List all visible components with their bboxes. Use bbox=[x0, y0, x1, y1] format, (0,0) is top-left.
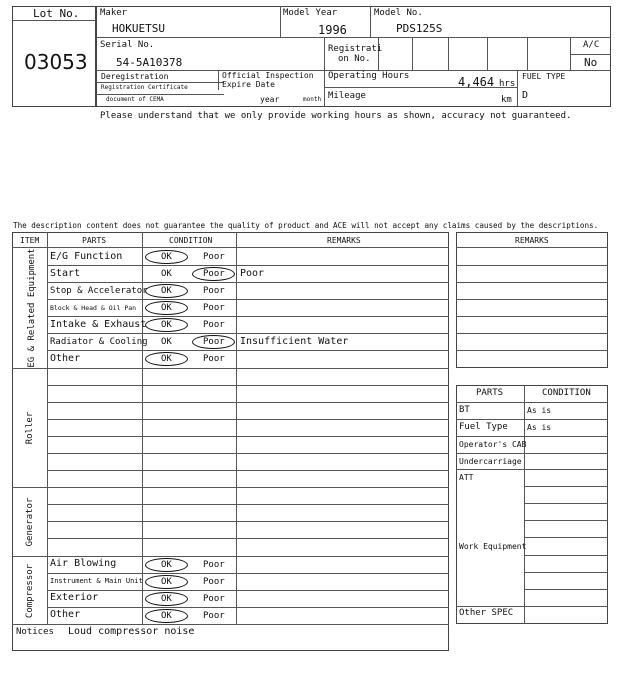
notices-label: Notices bbox=[16, 627, 54, 637]
registration-label-2: on No. bbox=[338, 54, 371, 64]
remarks-header: REMARKS bbox=[327, 236, 361, 245]
registration-certificate-label: Registration Certificate bbox=[101, 84, 188, 91]
section-label-generator: Generator bbox=[25, 497, 35, 547]
comp-poor-0: Poor bbox=[203, 560, 225, 570]
fuel-type-label: FUEL TYPE bbox=[522, 72, 566, 81]
ac-value: No bbox=[584, 56, 598, 69]
condition-header: CONDITION bbox=[169, 236, 213, 245]
operating-hours-label: Operating Hours bbox=[328, 71, 410, 81]
document-cema-label: document of CEMA bbox=[106, 96, 164, 103]
other-spec-label: Other SPEC bbox=[459, 608, 514, 618]
inspection-label-2: Expire Date bbox=[222, 80, 275, 89]
model-no-value: PDS125S bbox=[396, 22, 443, 35]
section-label-eg: EG & Related Equipment bbox=[27, 248, 37, 368]
poor-selected-circle bbox=[192, 335, 235, 349]
eg-part-5: Radiator & Cooling bbox=[50, 337, 148, 347]
right-condition-0: As is bbox=[527, 406, 552, 415]
accuracy-notice: Please understand that we only provide working hours as shown, accuracy not guaranteed. bbox=[100, 111, 572, 121]
item-header: ITEM bbox=[20, 236, 40, 245]
right-condition-1: As is bbox=[527, 423, 552, 432]
year-label: year bbox=[260, 95, 280, 104]
right-part-4: ATT bbox=[459, 473, 474, 482]
eg-ok-4: OK bbox=[161, 320, 172, 330]
work-equipment-label: Work Equipment bbox=[459, 542, 527, 551]
registration-label-1: Registrati bbox=[328, 44, 383, 54]
section-label-compressor: Compressor bbox=[25, 563, 35, 619]
operating-hours-value: 4,464 bbox=[458, 75, 495, 89]
eg-remark-5: Insufficient Water bbox=[240, 336, 349, 347]
comp-part-0: Air Blowing bbox=[50, 558, 117, 569]
hrs-label: hrs bbox=[499, 79, 516, 89]
poor-selected-circle bbox=[192, 267, 235, 281]
eg-part-4: Intake & Exhaust bbox=[50, 319, 147, 330]
eg-part-1: Start bbox=[50, 268, 81, 279]
eg-poor-3: Poor bbox=[203, 303, 225, 313]
month-label: month bbox=[303, 96, 322, 103]
ok-selected-circle bbox=[145, 301, 188, 315]
lot-number: 03053 bbox=[24, 50, 88, 74]
right-parts-header: PARTS bbox=[476, 388, 504, 398]
eg-ok-2: OK bbox=[161, 286, 172, 296]
maker-value: HOKUETSU bbox=[112, 22, 165, 35]
ok-selected-circle bbox=[145, 318, 188, 332]
comp-poor-1: Poor bbox=[203, 577, 225, 587]
lot-no-label: Lot No. bbox=[33, 7, 80, 20]
right-remarks-header: REMARKS bbox=[515, 236, 549, 245]
eg-ok-3: OK bbox=[161, 303, 172, 313]
eg-part-2: Stop & Accelerator bbox=[50, 286, 148, 296]
ok-selected-circle bbox=[145, 558, 188, 572]
eg-poor-6: Poor bbox=[203, 354, 225, 364]
comp-ok-2: OK bbox=[161, 594, 172, 604]
comp-ok-0: OK bbox=[161, 560, 172, 570]
right-part-2: Operator's CAB bbox=[459, 440, 527, 449]
fuel-type-value: D bbox=[522, 90, 529, 101]
serial-no-label: Serial No. bbox=[100, 40, 155, 50]
comp-part-1: Instrument & Main Unit bbox=[50, 577, 143, 585]
section-label-roller: Roller bbox=[25, 411, 35, 445]
ok-selected-circle bbox=[145, 250, 188, 264]
eg-part-0: E/G Function bbox=[50, 251, 123, 262]
maker-label: Maker bbox=[100, 8, 128, 18]
comp-part-3: Other bbox=[50, 609, 81, 620]
model-year-value: 1996 bbox=[318, 23, 347, 37]
serial-no-value: 54-5A10378 bbox=[116, 56, 183, 69]
eg-poor-0: Poor bbox=[203, 252, 225, 262]
comp-poor-2: Poor bbox=[203, 594, 225, 604]
eg-remark-1: Poor bbox=[240, 268, 265, 279]
model-year-label: Model Year bbox=[283, 8, 338, 18]
ok-selected-circle bbox=[145, 575, 188, 589]
right-part-0: BT bbox=[459, 405, 470, 415]
eg-ok-6: OK bbox=[161, 354, 172, 364]
eg-part-6: Other bbox=[50, 353, 81, 364]
ok-selected-circle bbox=[145, 609, 188, 623]
eg-poor-5: Poor bbox=[203, 337, 225, 347]
comp-part-2: Exterior bbox=[50, 592, 99, 603]
eg-ok-1: OK bbox=[161, 269, 172, 279]
notices-value: Loud compressor noise bbox=[68, 626, 195, 637]
right-part-1: Fuel Type bbox=[459, 422, 508, 432]
deregistration-label: Deregistration bbox=[101, 72, 169, 81]
comp-ok-1: OK bbox=[161, 577, 172, 587]
comp-ok-3: OK bbox=[161, 611, 172, 621]
km-label: km bbox=[501, 95, 512, 105]
ok-selected-circle bbox=[145, 284, 188, 298]
eg-part-3: Block & Head & Oil Pan bbox=[50, 304, 137, 312]
inspection-label-1: Official Inspection bbox=[222, 71, 314, 80]
model-no-label: Model No. bbox=[374, 8, 423, 18]
ok-selected-circle bbox=[145, 592, 188, 606]
eg-poor-4: Poor bbox=[203, 320, 225, 330]
right-part-3: Undercarriage bbox=[459, 457, 522, 466]
right-condition-header: CONDITION bbox=[542, 388, 591, 398]
eg-poor-1: Poor bbox=[203, 269, 225, 279]
ok-selected-circle bbox=[145, 352, 188, 366]
parts-header: PARTS bbox=[82, 236, 107, 245]
eg-ok-5: OK bbox=[161, 337, 172, 347]
comp-poor-3: Poor bbox=[203, 611, 225, 621]
eg-poor-2: Poor bbox=[203, 286, 225, 296]
mileage-label: Mileage bbox=[328, 91, 366, 101]
disclaimer: The description content does not guarantee the quality of product and ACE will not accept any claims caused by the descriptions. bbox=[13, 221, 599, 230]
ac-label: A/C bbox=[583, 40, 600, 50]
eg-ok-0: OK bbox=[161, 252, 172, 262]
